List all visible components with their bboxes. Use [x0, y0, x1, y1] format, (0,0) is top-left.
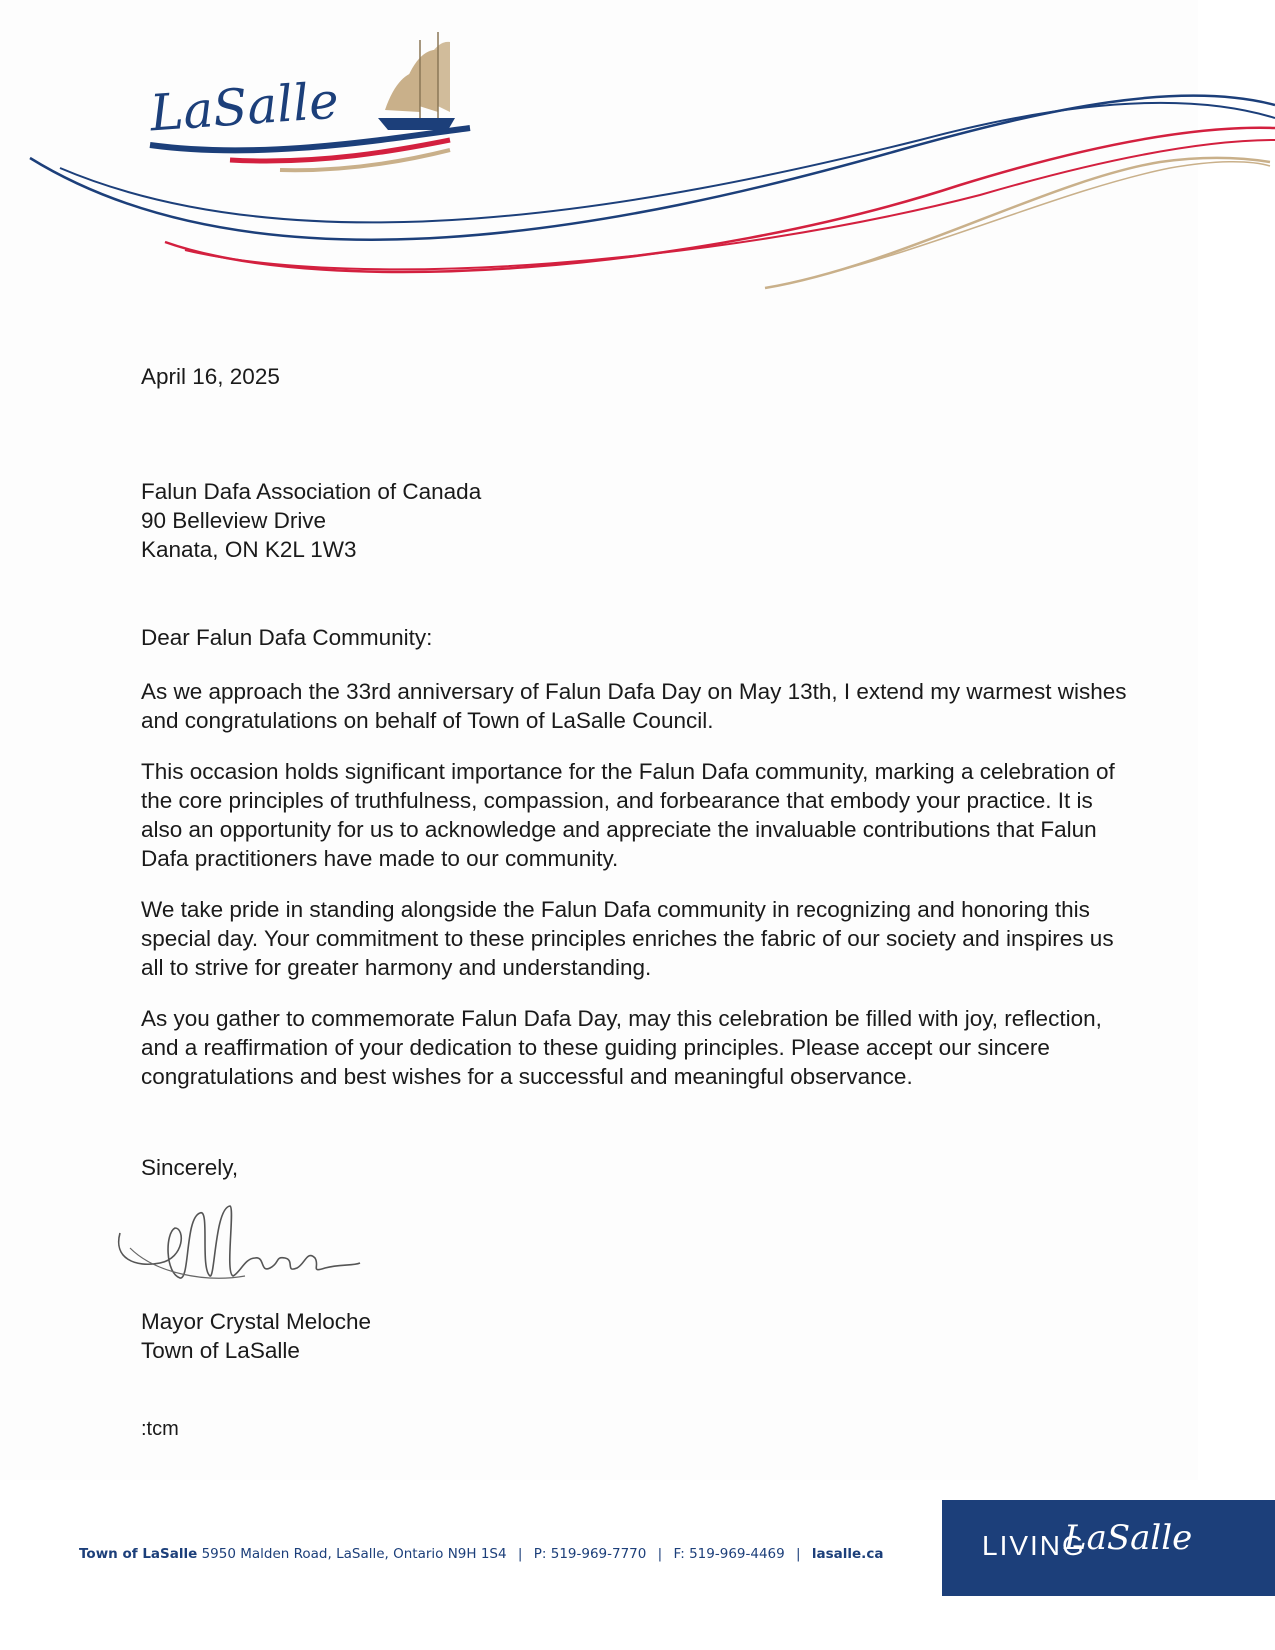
- body-paragraph: We take pride in standing alongside the Falun Dafa community in recognizing and honoring this special day. Your commitment to these principles enriches the fabric of our society and inspires us all to strive for greater harmony and understanding.: [141, 897, 1114, 980]
- signer-org: Town of LaSalle: [141, 1338, 300, 1363]
- footer-contact: [79, 1546, 883, 1562]
- brand-script: LaSalle: [1064, 1518, 1193, 1558]
- footer-separator: |: [517, 1546, 523, 1562]
- footer-fax: F: 519-969-4469: [673, 1546, 785, 1562]
- brand-word: LIVING: [982, 1530, 1086, 1561]
- closing: Sincerely,: [141, 1155, 239, 1180]
- signer-name: Mayor Crystal Meloche: [141, 1309, 372, 1334]
- footer-separator: |: [796, 1546, 801, 1562]
- body-paragraph: As we approach the 33rd anniversary of Falun Dafa Day on May 13th, I extend my warmest wishes and congratulations on behalf of Town of LaSalle Council.: [141, 679, 1127, 733]
- signature-image: [115, 1188, 375, 1303]
- body-paragraph: As you gather to commemorate Falun Dafa Day, may this celebration be filled with joy, reflection, and a reaffirmation of your dedication to these guiding principles. Please accept our sincere congratulations and best wishes for a successful and meaningful observance.: [141, 1006, 1102, 1089]
- letter-body: [141, 677, 1131, 1113]
- typist-initials: :tcm: [141, 1418, 179, 1440]
- living-lasalle-logo: [942, 1500, 1275, 1596]
- recipient-line: Kanata, ON K2L 1W3: [141, 537, 357, 562]
- lasalle-logo-text: LaSalle: [148, 71, 341, 143]
- ship-icon: [378, 32, 455, 130]
- header-swoosh-art: [0, 0, 1275, 300]
- footer-phone: P: 519-969-7770: [533, 1546, 647, 1562]
- recipient-address: [141, 477, 481, 564]
- letter-date: April 16, 2025: [141, 364, 280, 389]
- footer-separator: |: [657, 1546, 663, 1562]
- footer-address: 5950 Malden Road, LaSalle, Ontario N9H 1S4: [201, 1546, 507, 1562]
- footer-website-link[interactable]: lasalle.ca: [811, 1546, 884, 1562]
- signer-block: [141, 1307, 371, 1365]
- footer-org: Town of LaSalle: [79, 1546, 198, 1562]
- body-paragraph: This occasion holds significant importance for the Falun Dafa community, marking a celebration of the core principles of truthfulness, compassion, and forbearance that embody your practice. It is also an opportunity for us to acknowledge and appreciate the invaluable contributions that Falun Dafa practitioners have made to our community.: [141, 759, 1115, 871]
- recipient-line: 90 Belleview Drive: [141, 508, 327, 533]
- salutation: Dear Falun Dafa Community:: [141, 625, 433, 650]
- recipient-line: Falun Dafa Association of Canada: [141, 479, 482, 504]
